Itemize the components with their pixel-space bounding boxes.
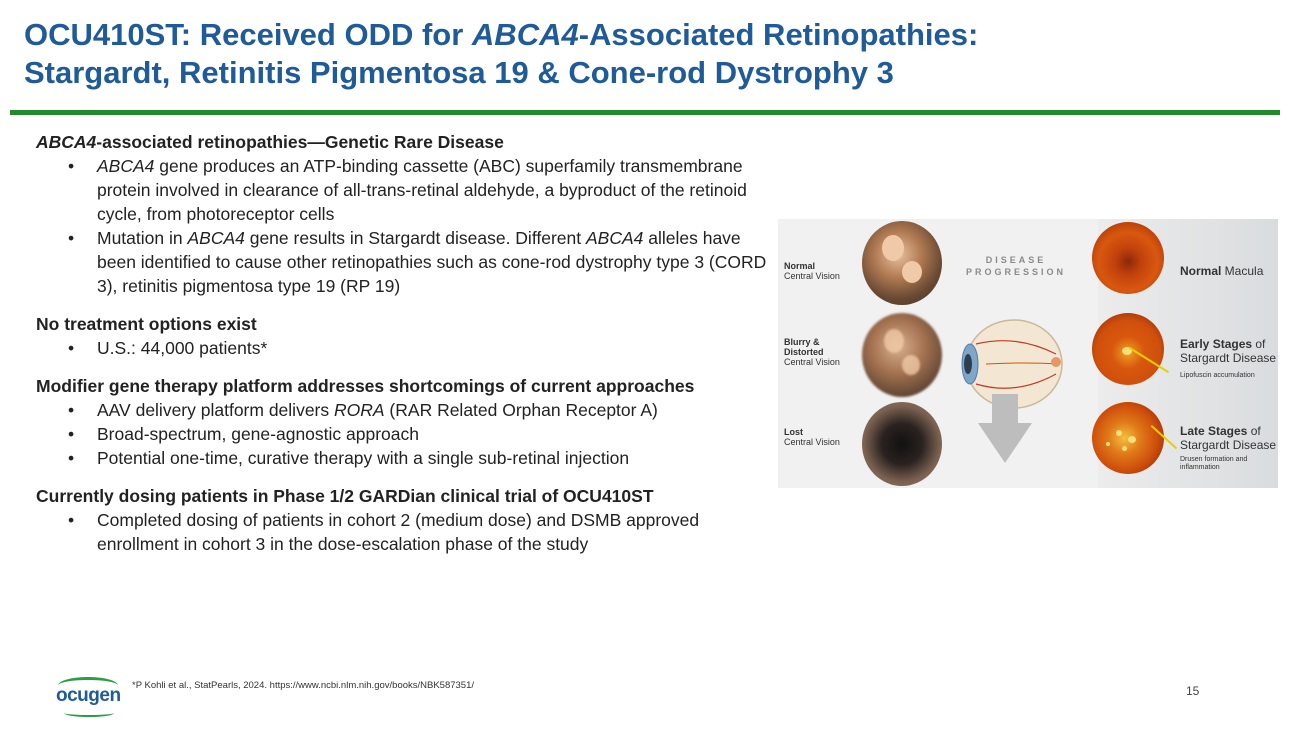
late-stage-label bbox=[1180, 424, 1276, 452]
normal-macula-fundus bbox=[1092, 222, 1164, 294]
footnote: *P Kohli et al., StatPearls, 2024. https://www.ncbi.nlm.nih.gov/books/NBK587351/ bbox=[132, 680, 475, 691]
bullet-item bbox=[36, 154, 776, 226]
bullet-text: U.S.: 44,000 patients* bbox=[97, 338, 268, 358]
section-heading: No treatment options exist bbox=[36, 314, 257, 334]
title-prefix: OCU410ST: Received ODD for bbox=[24, 17, 472, 52]
heading-text: -associated retinopathies—Genetic Rare Disease bbox=[96, 132, 504, 152]
gene-name: ABCA4 bbox=[187, 228, 245, 248]
bullet-item bbox=[36, 446, 776, 470]
gene-name: RORA bbox=[334, 400, 385, 420]
bullet-item bbox=[36, 508, 776, 556]
section-treatment bbox=[36, 312, 776, 360]
label-bold: Normal bbox=[1180, 264, 1222, 278]
bullet-text: alleles have been identified to cause other retinopathies such as cone-rod dystrophy type 3 (CORD 3), retinitis pigmentosa type 19 (RP 19) bbox=[97, 228, 767, 296]
progression-word: DISEASE bbox=[985, 255, 1047, 265]
bullet-text: Potential one-time, curative therapy with a single sub-retinal injection bbox=[97, 448, 630, 468]
gene-name: ABCA4 bbox=[585, 228, 644, 248]
stage-label-lost bbox=[784, 427, 840, 447]
slide-body bbox=[36, 130, 776, 570]
bullet-item bbox=[36, 336, 776, 360]
bullet-text: Mutation in bbox=[97, 228, 188, 248]
bullet-marker: • bbox=[68, 448, 75, 468]
early-stage-fundus bbox=[1092, 313, 1164, 385]
blurry-vision-photo bbox=[862, 313, 942, 397]
late-stage-fundus bbox=[1092, 402, 1164, 474]
label-bold: Early Stages bbox=[1180, 337, 1253, 351]
face-shape bbox=[884, 329, 904, 353]
title-line-1 bbox=[24, 16, 1284, 54]
bullet-marker: • bbox=[68, 510, 75, 530]
bullet-item bbox=[36, 422, 776, 446]
bullet-text: Broad-spectrum, gene-agnostic approach bbox=[97, 424, 419, 444]
bullet-text: (RAR Related Orphan Receptor A) bbox=[384, 400, 658, 420]
section-abca4 bbox=[36, 130, 776, 298]
label-text: Stargardt Disease bbox=[1180, 351, 1277, 365]
disease-progression-label bbox=[966, 254, 1066, 278]
progression-word: PROGRESSION bbox=[966, 267, 1067, 277]
bullet-list bbox=[36, 508, 776, 556]
stage-label-text: Central Vision bbox=[784, 437, 840, 447]
stage-label-text: Central Vision bbox=[784, 271, 840, 281]
face-shape bbox=[902, 261, 922, 283]
bullet-text: gene produces an ATP-binding cassette (ABC) superfamily transmembrane protein involved in clearance of all-trans-retinal aldehyde, a byproduct of the retinoid cycle, from photoreceptor cells bbox=[97, 156, 747, 224]
logo-swoosh bbox=[64, 709, 114, 717]
stage-label-bold: Blurry & bbox=[784, 337, 820, 347]
bullet-marker: • bbox=[68, 156, 75, 176]
title-gene: ABCA4 bbox=[471, 17, 579, 52]
section-heading: Currently dosing patients in Phase 1/2 GARDian clinical trial of OCU410ST bbox=[36, 486, 654, 506]
lost-vision-photo bbox=[862, 402, 942, 486]
page-number: 15 bbox=[1186, 684, 1200, 698]
section-modifier bbox=[36, 374, 776, 470]
ocugen-logo bbox=[56, 677, 120, 717]
stage-label-bold: Distorted bbox=[784, 347, 824, 357]
lesion-spot bbox=[1122, 446, 1127, 451]
normal-macula-label bbox=[1180, 264, 1263, 278]
lesion-spot bbox=[1128, 436, 1136, 443]
late-stage-sublabel: Drusen formation and inflammation bbox=[1180, 456, 1248, 471]
stage-label-bold: Lost bbox=[784, 427, 803, 437]
section-heading: Modifier gene therapy platform addresses shortcomings of current approaches bbox=[36, 376, 695, 396]
stage-label-bold: Normal bbox=[784, 261, 816, 271]
section-trial bbox=[36, 484, 776, 556]
bullet-text: Completed dosing of patients in cohort 2 (medium dose) and DSMB approved enrollment in cohort 3 in the dose-escalation phase of the study bbox=[97, 510, 700, 554]
bullet-marker: • bbox=[68, 338, 75, 358]
face-shape bbox=[902, 355, 920, 375]
section-heading bbox=[36, 130, 776, 154]
bullet-marker: • bbox=[68, 424, 75, 444]
title-divider bbox=[10, 110, 1280, 115]
bullet-text: AAV delivery platform delivers bbox=[97, 400, 334, 420]
progression-arrow-down-icon bbox=[978, 423, 1032, 463]
title-suffix: -Associated Retinopathies: bbox=[578, 17, 979, 52]
heading-gene: ABCA4 bbox=[36, 132, 97, 152]
lesion-spot bbox=[1116, 430, 1122, 436]
stage-label-normal bbox=[784, 261, 840, 281]
bullet-list bbox=[36, 336, 776, 360]
bullet-list bbox=[36, 154, 776, 298]
bullet-item bbox=[36, 226, 776, 298]
early-stage-label bbox=[1180, 337, 1276, 365]
label-text: Stargardt Disease bbox=[1180, 438, 1277, 452]
bullet-marker: • bbox=[68, 228, 75, 248]
progression-arrow-shaft bbox=[992, 394, 1018, 424]
label-text: of bbox=[1247, 424, 1261, 438]
normal-vision-photo bbox=[862, 221, 942, 305]
disease-progression-infographic bbox=[778, 219, 1278, 488]
bullet-text: gene results in Stargardt disease. Different bbox=[244, 228, 586, 248]
label-bold: Late Stages bbox=[1180, 424, 1248, 438]
gene-name: ABCA4 bbox=[97, 156, 155, 176]
stage-label-blurry bbox=[784, 337, 840, 367]
bullet-list bbox=[36, 398, 776, 470]
lesion-spot bbox=[1106, 442, 1110, 446]
label-text: Macula bbox=[1221, 264, 1264, 278]
slide-title bbox=[24, 16, 1284, 92]
early-stage-sublabel: Lipofuscin accumulation bbox=[1180, 372, 1255, 379]
title-line-2: Stargardt, Retinitis Pigmentosa 19 & Cone-rod Dystrophy 3 bbox=[24, 55, 894, 90]
label-text: of bbox=[1252, 337, 1266, 351]
bullet-marker: • bbox=[68, 400, 75, 420]
bullet-item bbox=[36, 398, 776, 422]
stage-label-text: Central Vision bbox=[784, 357, 840, 367]
logo-wordmark: ocugen bbox=[56, 685, 121, 706]
face-shape bbox=[882, 235, 904, 261]
